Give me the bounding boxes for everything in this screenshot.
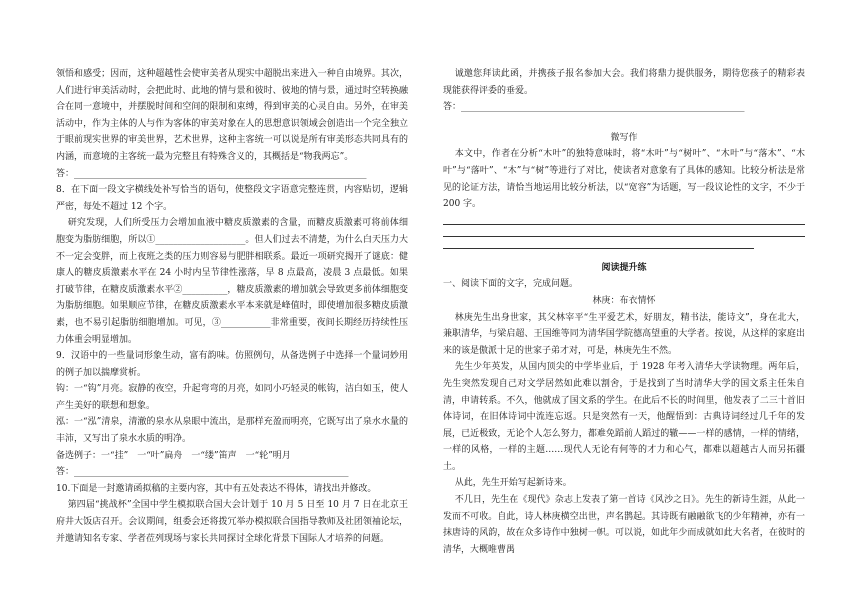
- left-column: [56, 66, 408, 547]
- micro-writing-prompt: 本文中，作者在分析“木叶”的独特意味时，将“木叶”与“树叶”、“木叶”与“落木”、“木叶”与“落叶”、“木”与“树”等进行了对比，使读者对意象有了具体的感知。比较分析法是常见的论证方法，请恰当地运用比较分析法，以“宽容”为话题，写一段议论性的文字，不少于 200 字。: [443, 149, 805, 210]
- article-paragraph: 林庚先生出身世家，其父林宰平“生平爱艺术，好朋友，精书法，能诗文”，身在北大，兼职清华，与梁启超、王国维等同为清华国学院德高望重的大学者。按说，从这样的家庭出来的该是傲派十足的世家子弟才对，可是，林庚先生不然。: [443, 312, 805, 356]
- question-10-passage: 第四届“挑战杯”全国中学生模拟联合国大会计划于 10 月 5 日至 10 月 7 日在北京王府井大饭店召开。会议期间，组委会还将拨冗举办模拟联合国指导教师及社团领袖论坛，并邀请知名专家、学者莅列现场与家长共同探讨全球化背景下国际人才培养的问题。: [56, 500, 408, 544]
- micro-writing-title: 微写作: [610, 132, 638, 143]
- question-9: 9．汉语中的一些量词形象生动，富有韵味。仿照例句，从备选例子中选择一个量词妙用的例子加以揣摩赏析。: [56, 351, 408, 378]
- writing-line: [443, 242, 754, 249]
- answer-line: 答：_________________________________________________________________: [56, 168, 367, 179]
- question-10: 10.下面是一封邀请函拟稿的主要内容，其中有五处表达不得体，请找出并修改。: [56, 483, 377, 494]
- invitation-closing: 诚邀您拜读此函，并携孩子报名参加大会。我们将鼎力提供服务，期待您孩子的精彩表现能获得评委的垂爱。: [443, 69, 805, 96]
- answer-line: 答：_______________________________________________________________: [443, 102, 745, 113]
- question-8: 8．在下面一段文字横线处补写恰当的语句，使整段文字语意完整连贯，内容贴切，逻辑严密，每处不超过 12 个字。: [56, 185, 408, 212]
- article-paragraph: 先生少年英发，从国内顶尖的中学毕业后，于 1928 年考入清华大学读物理。两年后，先生突然发现自己对文学居然如此难以割舍，于是找到了当时清华大学的国文系主任朱自清，申请转系。不久，他就成了国文系的学生。在此后不长的时间里，他发表了二三十首旧体诗词，在旧体诗词中流连忘返。只是突然有一天，他醒悟到：古典诗词经过几千年的发展，已近极致，无论个人怎么努力，都难免蹈前人蹈过的辙——一样的感情，一样的情绪，一样的风格，一样的主题……现代人无论有何等的才力和心气，都难以超越古人而另拓疆土。: [443, 362, 805, 472]
- spacer: [443, 116, 805, 130]
- section-title: 阅读提升练: [601, 262, 647, 273]
- article-paragraph: 从此，先生开始写起新诗来。: [454, 478, 572, 489]
- question-9-options: 备选例子：一“挂” 一“叶”扁舟 一“缕”笛声 一“轮”明月: [56, 450, 291, 461]
- question-9-example-2: 泓：一“泓”清泉，清澈的泉水从泉眼中流出，是那样充盈而明亮，它既写出了泉水水量的丰沛，又写出了泉水水质的明净。: [56, 417, 408, 445]
- writing-line: [443, 218, 805, 225]
- paragraph-continuation: 领悟和感受；因而，这种超越性会使审美者从现实中超脱出来进入一种自由境界。其次，人们进行审美活动时，会把此时、此地的情与景和彼时、彼地的情与景，通过时空转换融合在同一意境中，并摆脱时间和空间的限制和束缚，得到审美的心灵自由。另外，在审美活动中，作为主体的人与作为客体的审美对象在人的思想意识领域会创造出一个完全独立于眼前现实世界的审美世界，艺术世界，这种主客统一可以说是所有审美形态共同具有的内涵，而意境的主客统一最为完整且有特殊含义的，其概括是“物我两忘”。: [56, 69, 408, 162]
- question-9-example-1: 钩：一“钩”月亮。寂静的夜空，升起弯弯的月亮，如同小巧轻灵的帐钩，洁白如玉，使人产生美好的联想和想象。: [56, 384, 408, 411]
- article-title: 林庚：布衣情怀: [592, 295, 656, 306]
- right-column: [443, 66, 805, 558]
- section-intro: 一、阅读下面的文字，完成问题。: [443, 279, 579, 290]
- answer-line: 答：_____________________________________________________________: [56, 467, 349, 478]
- question-8-passage: 研究发现，人们所受压力会增加血液中糖皮质激素的含量，而糖皮质激素可将前体细胞变为脂肪细胞，所以①____________________。但人们过去不清楚，为什么白天压力大不一定会变胖，而上夜班之类的压力则容易与肥胖相联系。最近一项研究揭开了谜底：健康人的糖皮质激素水平在 24 小时内呈节律性涨落，早 8 点最高，凌晨 3 点最低。如果打破节律，在糖皮质激素水平②__________，糖皮质激素的增加就会导致更多前体细胞变为脂肪细胞。如果顺应节律，在糖皮质激素水平本来就是峰值时，即使增加很多糖皮质激素，也不易引起脂肪细胞增加。可见，③___________非常重要，夜间长期经历持续性压力体重会明显增加。: [56, 218, 408, 345]
- article-paragraph: 不几日，先生在《现代》杂志上发表了第一首诗《风沙之日》。先生的新诗生涯，从此一发而不可收。自此，诗人林庚横空出世，声名鹊起。其诗既有融融欲飞的少年精神，亦有一抹唐诗的风韵，故在众多诗作中独树一帜。可以说，如此年少而成就如此大名者，在彼时的清华，大概唯曹禺: [443, 495, 805, 555]
- writing-line: [443, 230, 805, 237]
